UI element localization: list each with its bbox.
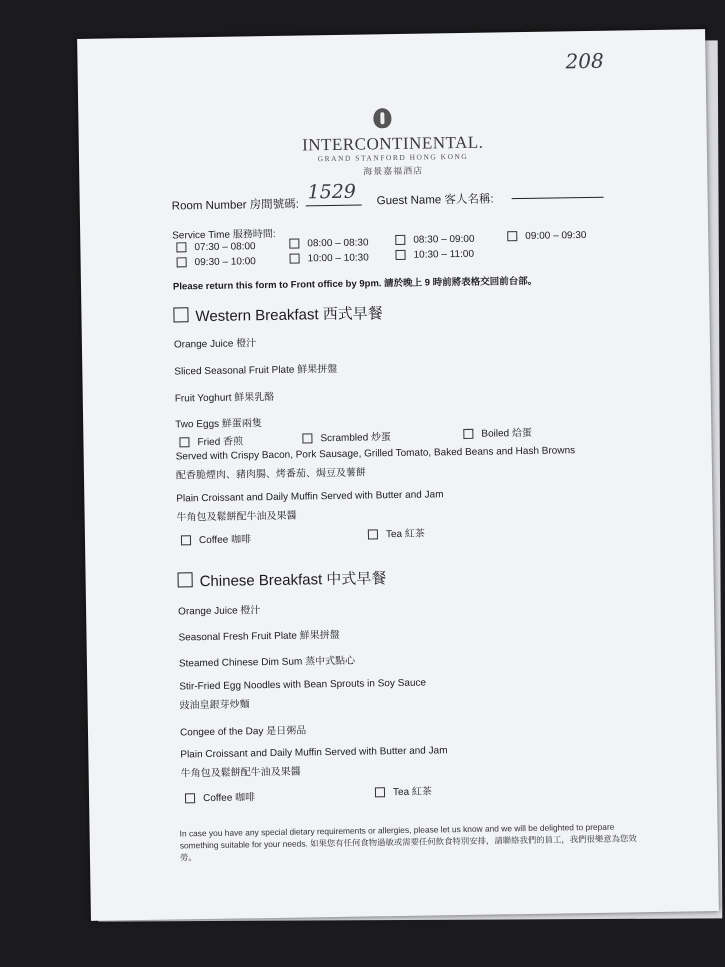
menu-item: Stir-Fried Egg Noodles with Bean Sprouts in Soy Sauce xyxy=(179,677,427,693)
time-option[interactable]: 07:30 – 08:00 xyxy=(176,241,255,253)
drink-option[interactable]: Coffee 咖啡 xyxy=(181,530,251,546)
menu-item-chinese: 豉油皇銀芽炒麵 xyxy=(179,699,250,712)
menu-item-chinese: 牛角包及鬆餅配牛油及果醬 xyxy=(180,766,301,780)
menu-item-chinese: 牛角包及鬆餅配牛油及果醬 xyxy=(176,510,297,524)
menu-item: Plain Croissant and Daily Muffin Served with Butter and Jam xyxy=(176,489,444,505)
time-option[interactable]: 08:30 – 09:00 xyxy=(395,234,474,246)
return-instruction: Please return this form to Front office by 9pm. 請於晚上 9 時前將表格交回前台部。 xyxy=(172,275,538,293)
checkbox[interactable] xyxy=(368,530,378,540)
room-number-line xyxy=(306,205,362,207)
checkbox[interactable] xyxy=(507,231,517,241)
drink-option[interactable]: Tea 紅茶 xyxy=(368,525,425,541)
checkbox[interactable] xyxy=(185,794,195,804)
time-option[interactable]: 09:00 – 09:30 xyxy=(507,230,586,242)
room-number-label: Room Number 房間號碼: xyxy=(171,198,300,213)
checkbox[interactable] xyxy=(375,788,385,798)
menu-item: Seasonal Fresh Fruit Plate 鮮果拼盤 xyxy=(178,629,340,644)
menu-item: Plain Croissant and Daily Muffin Served with Butter and Jam xyxy=(180,745,448,761)
checkbox[interactable] xyxy=(463,429,473,439)
room-number-value[interactable]: 1529 xyxy=(307,180,357,204)
menu-item: Congee of the Day 是日粥品 xyxy=(179,725,307,739)
menu-item: Served with Crispy Bacon, Pork Sausage, Grilled Tomato, Baked Beans and Hash Browns xyxy=(175,445,576,463)
breakfast-order-form xyxy=(77,29,719,921)
drink-option[interactable]: Tea 紅茶 xyxy=(375,783,432,799)
menu-item: Orange Juice 橙汁 xyxy=(173,338,257,351)
menu-item: Fruit Yoghurt 鮮果乳酪 xyxy=(174,391,275,405)
checkbox[interactable] xyxy=(179,438,189,448)
checkbox[interactable] xyxy=(177,258,187,268)
checkbox[interactable] xyxy=(181,536,191,546)
menu-item: Sliced Seasonal Fruit Plate 鮮果拼盤 xyxy=(174,363,338,378)
chinese-breakfast-option[interactable]: Chinese Breakfast 中式早餐 xyxy=(177,567,386,591)
checkbox[interactable] xyxy=(290,254,300,264)
menu-item-chinese: 配香脆煙肉、豬肉腸、烤番茄、焗豆及薯餅 xyxy=(175,467,367,482)
checkbox[interactable] xyxy=(289,239,299,249)
time-option[interactable]: 09:30 – 10:00 xyxy=(177,256,256,268)
brand-chinese: 海景嘉福酒店 xyxy=(363,165,424,177)
menu-item: Steamed Chinese Dim Sum 蒸中式點心 xyxy=(178,655,356,670)
checkbox[interactable] xyxy=(302,434,312,444)
egg-option[interactable]: Boiled 烚蛋 xyxy=(463,424,532,440)
menu-item: Orange Juice 橙汁 xyxy=(178,605,261,618)
drink-option[interactable]: Coffee 咖啡 xyxy=(185,788,255,804)
egg-option[interactable]: Scrambled 炒蛋 xyxy=(302,428,391,444)
menu-item: Two Eggs 鮮蛋兩隻 xyxy=(175,418,262,431)
time-option[interactable]: 10:30 – 11:00 xyxy=(395,249,474,261)
brand-subtitle: GRAND STANFORD HONG KONG xyxy=(317,151,469,164)
checkbox[interactable] xyxy=(395,235,405,245)
time-option[interactable]: 08:00 – 08:30 xyxy=(289,237,368,249)
guest-name-line xyxy=(512,197,604,199)
guest-name-label: Guest Name 客人名稱: xyxy=(376,193,494,208)
brand-name: INTERCONTINENTAL. xyxy=(301,132,484,155)
western-breakfast-option[interactable]: Western Breakfast 西式早餐 xyxy=(173,302,383,326)
dietary-note: In case you have any special dietary requirements or allergies, please let us know and we will be delighted to prepare something suitable for your needs. 如果您有任何食物過敏或需要任何飲食特別安排，請聯絡我們的員工，我們很樂意為您效勞。 xyxy=(179,821,637,863)
checkbox[interactable] xyxy=(395,250,405,260)
service-time-label: Service Time 服務時間: xyxy=(172,228,276,242)
checkbox[interactable] xyxy=(176,243,186,253)
handwritten-note: 208 xyxy=(565,48,604,74)
time-option[interactable]: 10:00 – 10:30 xyxy=(290,252,369,264)
egg-option[interactable]: Fried 香煎 xyxy=(179,432,243,448)
checkbox[interactable] xyxy=(178,572,193,587)
checkbox[interactable] xyxy=(173,307,188,322)
intercontinental-logo-icon xyxy=(373,108,391,128)
